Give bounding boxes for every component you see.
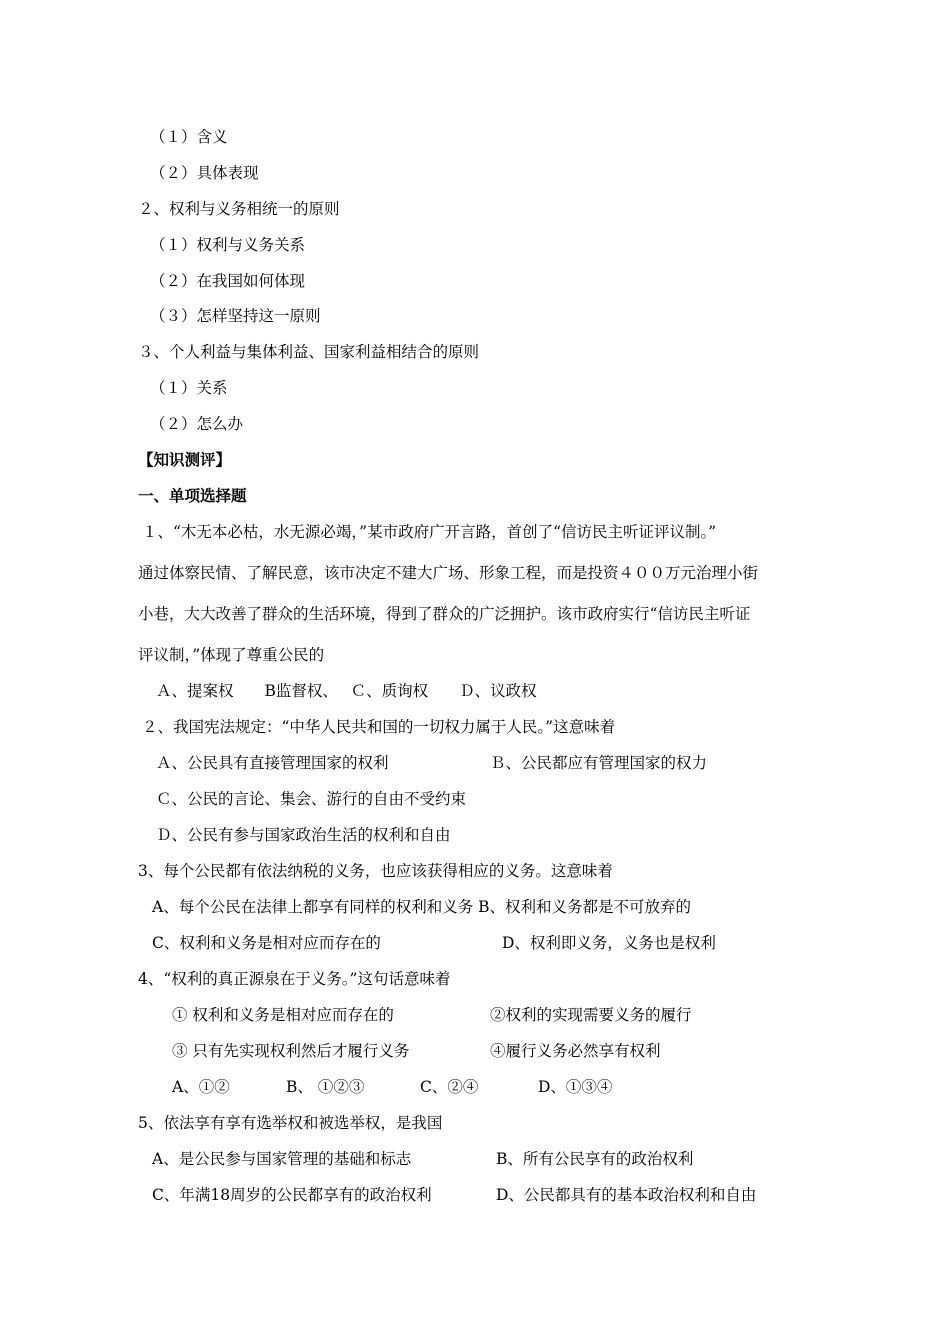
question-4-item-1: ① 权利和义务是相对应而存在的 [172,1006,394,1024]
question-5-option-d: D、公民都具有的基本政治权利和自由 [496,1186,757,1204]
question-2-option-b: Ｂ、公民都应有管理国家的权力 [490,754,708,772]
question-5-option-b: B、所有公民享有的政治权利 [496,1150,694,1168]
question-1-line: 评议制，”体现了尊重公民的 [138,646,325,664]
section-heading: 【知识测评】 [138,451,232,469]
question-2-option-d: Ｄ、公民有参与国家政治生活的权利和自由 [156,826,451,844]
outline-item: （２）在我国如何体现 [150,272,306,290]
question-1-options: Ａ、提案权 B监督权、 Ｃ、质询权 Ｄ、议政权 [156,682,537,700]
outline-item: （１）关系 [150,379,228,397]
question-4-option-d: D、①③④ [538,1078,613,1096]
outline-heading: ２、权利与义务相统一的原则 [138,200,340,218]
question-4-item-3: ③ 只有先实现权利然后才履行义务 [172,1042,410,1060]
question-5-option-a: A、是公民参与国家管理的基础和标志 [152,1150,412,1168]
question-4-option-c: C、②④ [420,1078,479,1096]
question-3-option-c: C、权利和义务是相对应而存在的 [152,934,381,952]
question-4-item-2: ②权利的实现需要义务的履行 [490,1006,692,1024]
outline-item: （１）权利与义务关系 [150,236,306,254]
outline-item: （１）含义 [150,128,228,146]
question-5-stem: 5、依法享有享有选举权和被选举权，是我国 [138,1114,443,1132]
question-1-line: 通过体察民情、了解民意，该市决定不建大广场、形象工程，而是投资４００万元治理小街 [138,564,759,582]
outline-heading: ３、个人利益与集体利益、国家利益相结合的原则 [138,343,480,361]
question-2-option-a: Ａ、公民具有直接管理国家的权利 [156,754,389,772]
outline-item: （２）具体表现 [150,164,259,182]
question-3-stem: 3、每个公民都有依法纳税的义务，也应该获得相应的义务。这意味着 [138,862,613,880]
question-4-option-b: B、 ①②③ [286,1078,365,1096]
subsection-heading: 一、单项选择题 [138,487,247,505]
outline-item: （２）怎么办 [150,415,244,433]
question-1-line: １、“木无本必枯，水无源必竭，”某市政府广开言路，首创了“信访民主听证评议制。” [142,523,717,541]
question-4-stem: 4、“权利的真正源泉在于义务。”这句话意味着 [138,970,451,988]
question-2-stem: ２、我国宪法规定：“中华人民共和国的一切权力属于人民。”这意味着 [142,718,616,736]
question-3-option-d: D、权利即义务，义务也是权利 [502,934,716,952]
question-3-options-ab: A、每个公民在法律上都享有同样的权利和义务 B、权利和义务都是不可放弃的 [152,898,692,916]
question-4-item-4: ④履行义务必然享有权利 [490,1042,661,1060]
question-1-line: 小巷，大大改善了群众的生活环境，得到了群众的广泛拥护。该市政府实行“信访民主听证 [138,605,751,623]
question-5-option-c: C、年满18周岁的公民都享有的政治权利 [152,1186,432,1204]
question-4-option-a: A、①② [172,1078,230,1096]
question-2-option-c: Ｃ、公民的言论、集会、游行的自由不受约束 [156,790,467,808]
outline-item: （３）怎样坚持这一原则 [150,307,321,325]
